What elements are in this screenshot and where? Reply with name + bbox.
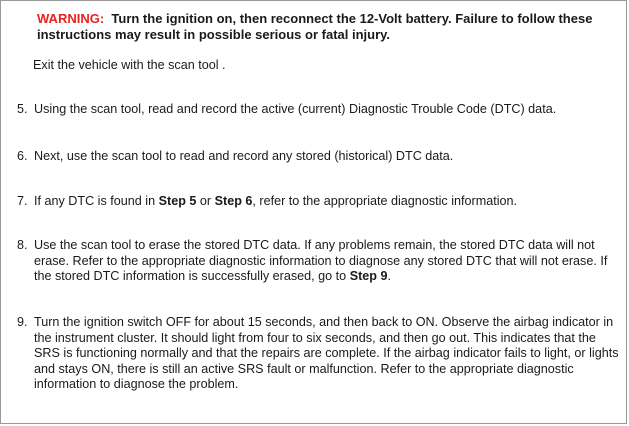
- text-run: .: [387, 269, 391, 283]
- step-number: 6.: [17, 149, 28, 163]
- step-8: [17, 238, 622, 285]
- warning-block: [37, 11, 617, 42]
- warning-label: WARNING:: [37, 11, 105, 26]
- step-link-step-6[interactable]: Step 6: [214, 194, 253, 208]
- step-number: 5.: [17, 102, 28, 116]
- step-number: 8.: [17, 238, 28, 252]
- step-text: [34, 194, 622, 210]
- step-9: [17, 315, 622, 393]
- warning-text: Turn the ignition on, then reconnect the 12-Volt battery. Failure to follow these instructions may result in possible serious or fatal injury.: [37, 11, 593, 42]
- step-text: Next, use the scan tool to read and record any stored (historical) DTC data.: [34, 149, 454, 163]
- step-number: 7.: [17, 194, 28, 208]
- step-6: [17, 149, 622, 165]
- step-text: Using the scan tool, read and record the active (current) Diagnostic Trouble Code (DTC) data.: [34, 102, 557, 116]
- step-text: Turn the ignition switch OFF for about 15 seconds, and then back to ON. Observe the airbag indicator in the instrument cluster. It should light from four to six seconds, and then go out. This indicates that the SRS is functioning normally and that the repairs are complete. If the airbag indicator fails to light, or lights and stays ON, there is still an active SRS fault or malfunction. Refer to the appropriate diagnostic information to diagnose the problem.: [34, 315, 619, 391]
- step-link-step-9[interactable]: Step 9: [349, 269, 388, 283]
- step-7: [17, 194, 622, 210]
- step-number: 9.: [17, 315, 28, 329]
- step-link-step-5[interactable]: Step 5: [158, 194, 197, 208]
- text-run: or: [196, 194, 215, 208]
- step-text: [34, 238, 622, 285]
- text-run: Use the scan tool to erase the stored DTC data. If any problems remain, the stored DTC data will not erase. Refer to the appropriate diagnostic information to diagnose any stored DTC that will not erase. If the stored DTC information is successfully erased, go to: [34, 238, 608, 283]
- step-5: [17, 102, 622, 118]
- intro-paragraph: Exit the vehicle with the scan tool .: [33, 58, 226, 72]
- text-run: If any DTC is found in: [34, 194, 159, 208]
- text-run: , refer to the appropriate diagnostic information.: [252, 194, 518, 208]
